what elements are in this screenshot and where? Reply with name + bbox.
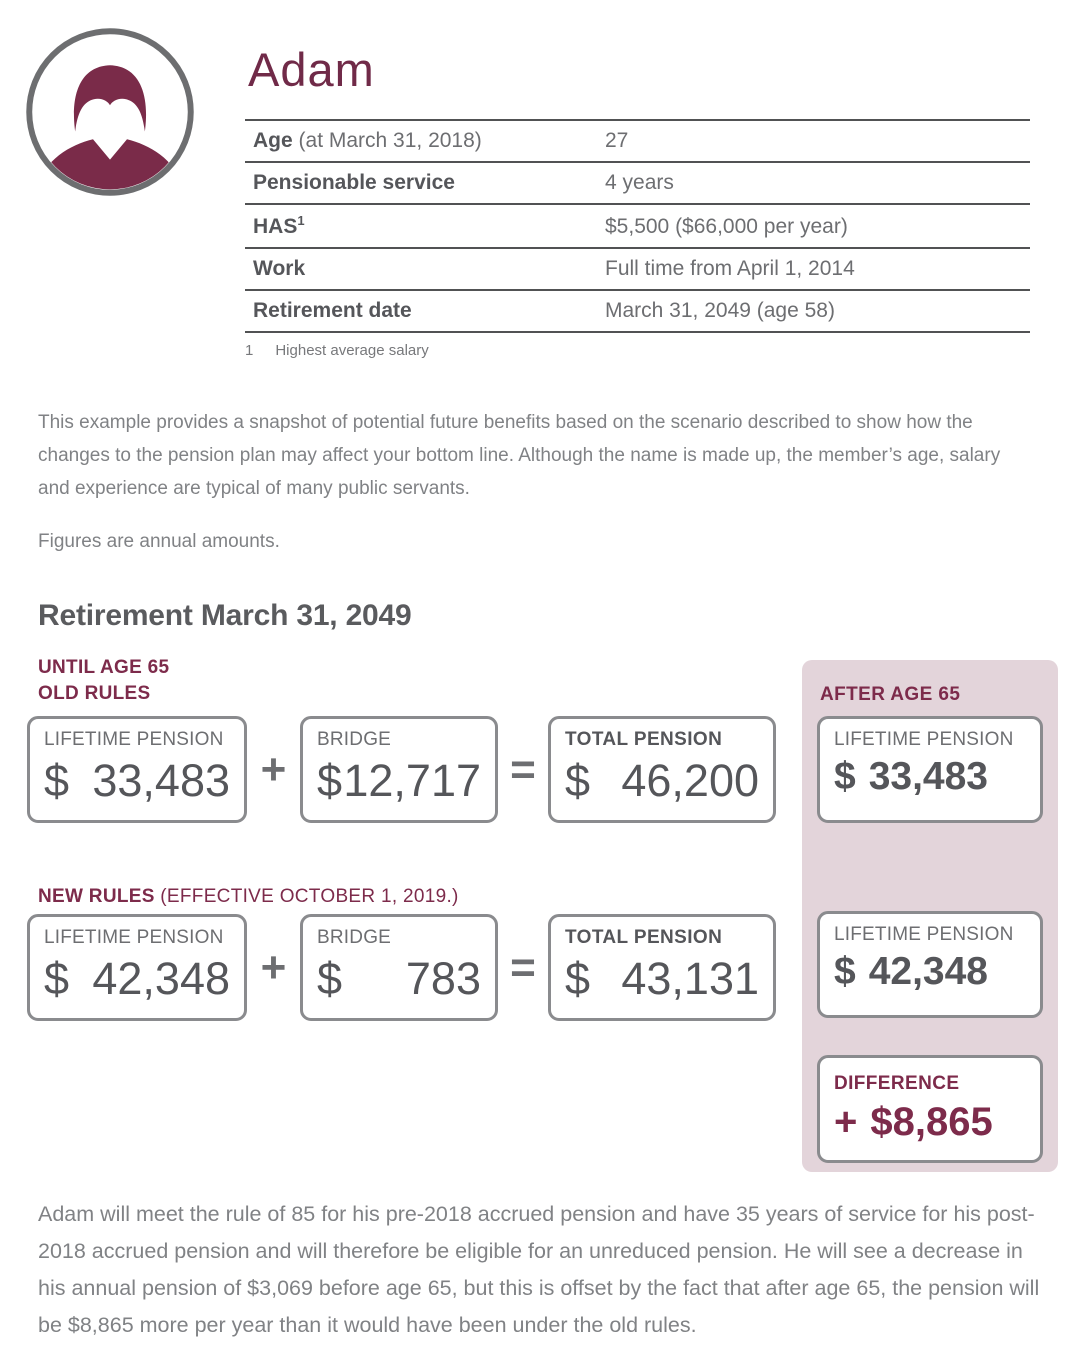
box-label: LIFETIME PENSION bbox=[44, 729, 224, 750]
box-value bbox=[317, 752, 481, 811]
currency-symbol: $ bbox=[834, 950, 856, 993]
plus-sign: + bbox=[260, 744, 287, 794]
until-age-65-label: UNTIL AGE 65 bbox=[38, 657, 170, 678]
box-value bbox=[44, 950, 230, 1009]
row-label: Work bbox=[253, 257, 306, 280]
member-summary bbox=[245, 0, 1083, 359]
currency-symbol: $ bbox=[565, 953, 591, 1004]
row-value: 4 years bbox=[605, 171, 674, 194]
row-value: $5,500 ($66,000 per year) bbox=[605, 215, 848, 238]
currency-symbol: $ bbox=[317, 755, 343, 806]
box-label: LIFETIME PENSION bbox=[834, 924, 1014, 945]
equals-sign: = bbox=[510, 744, 536, 794]
row-label: HAS$^1$ bbox=[253, 213, 305, 238]
amount: 783 bbox=[405, 953, 481, 1004]
new-rules-row bbox=[27, 914, 786, 1021]
old-bridge-box bbox=[300, 716, 498, 823]
currency-symbol: $ bbox=[834, 755, 856, 798]
conclusion-paragraph: Adam will meet the rule of 85 for his pre-2018 accrued pension and have 35 years of service for his post-2018 accrued pension and will therefore be eligible for an unreduced pension. He will see a decrease in his annual pension of $3,069 before age 65, but this is offset by the fact that after age 65, the pension will be $8,865 more per year than it would have been under the old rules. bbox=[38, 1202, 1040, 1337]
equals-sign: = bbox=[510, 942, 536, 992]
table-row bbox=[245, 247, 1030, 289]
member-name: Adam bbox=[248, 43, 375, 96]
amount: 33,483 bbox=[92, 755, 230, 806]
currency-symbol: $ bbox=[565, 755, 591, 806]
person-avatar-icon bbox=[25, 27, 195, 197]
member-header bbox=[0, 0, 1083, 368]
footnote-text: Highest average salary bbox=[275, 342, 429, 359]
table-row bbox=[245, 161, 1030, 203]
box-label: BRIDGE bbox=[317, 729, 392, 750]
old-rules-row bbox=[27, 716, 786, 823]
box-value bbox=[565, 950, 759, 1009]
currency-symbol: $ bbox=[317, 953, 343, 1004]
intro-paragraph: This example provides a snapshot of potential future benefits based on the scenario described to show how the changes to the pension plan may affect your bottom line. Although the name is made up, the member’s age, salary and experience are typical of many public servants. bbox=[38, 412, 1001, 499]
row-value: March 31, 2049 (age 58) bbox=[605, 299, 835, 322]
new-rules-label: NEW RULES bbox=[38, 886, 155, 907]
pension-calculation bbox=[27, 655, 1083, 1172]
footnote-marker: 1 bbox=[245, 342, 254, 359]
new-lifetime-pension-box bbox=[27, 914, 247, 1021]
difference-value bbox=[834, 1096, 1026, 1148]
row-label: Retirement date bbox=[253, 299, 412, 322]
intro-section bbox=[38, 406, 1023, 558]
new-rules-heading bbox=[38, 884, 786, 910]
new-total-pension-box bbox=[548, 914, 776, 1021]
box-label: BRIDGE bbox=[317, 927, 392, 948]
after-age-65-heading: AFTER AGE 65 bbox=[820, 684, 961, 705]
box-value bbox=[565, 752, 759, 811]
box-label: LIFETIME PENSION bbox=[44, 927, 224, 948]
row-label: Age (at March 31, 2018) bbox=[253, 129, 482, 152]
box-label: TOTAL PENSION bbox=[565, 729, 723, 750]
plus-sign: + bbox=[834, 1100, 858, 1144]
amount: 42,348 bbox=[92, 953, 230, 1004]
table-row bbox=[245, 119, 1030, 161]
box-label: LIFETIME PENSION bbox=[834, 729, 1014, 750]
footnote bbox=[245, 342, 1083, 359]
table-row bbox=[245, 289, 1030, 333]
after65-new-lifetime-box bbox=[817, 911, 1043, 1018]
after-age-65-panel bbox=[802, 660, 1058, 1172]
row-value: 27 bbox=[605, 129, 629, 152]
old-rules-heading bbox=[38, 655, 786, 707]
row-label: Pensionable service bbox=[253, 171, 455, 194]
amount: 33,483 bbox=[868, 755, 988, 798]
retirement-heading: Retirement March 31, 2049 bbox=[38, 599, 412, 632]
plus-sign: + bbox=[260, 942, 287, 992]
new-bridge-box bbox=[300, 914, 498, 1021]
currency-symbol: $ bbox=[44, 755, 70, 806]
annual-amounts-note: Figures are annual amounts. bbox=[38, 531, 280, 552]
box-label: TOTAL PENSION bbox=[565, 927, 723, 948]
amount: 12,717 bbox=[343, 755, 481, 806]
row-value: Full time from April 1, 2014 bbox=[605, 257, 855, 280]
new-rules-effective-date: (EFFECTIVE OCTOBER 1, 2019.) bbox=[154, 886, 459, 907]
old-total-pension-box bbox=[548, 716, 776, 823]
table-row bbox=[245, 203, 1030, 247]
box-value bbox=[317, 950, 481, 1009]
difference-box bbox=[817, 1055, 1043, 1163]
box-value bbox=[834, 752, 1026, 803]
old-rules-label: OLD RULES bbox=[38, 683, 151, 704]
amount: 42,348 bbox=[868, 950, 988, 993]
amount: 46,200 bbox=[621, 755, 759, 806]
member-profile-table bbox=[245, 119, 1030, 333]
after65-old-lifetime-box bbox=[817, 716, 1043, 823]
amount: 43,131 bbox=[621, 953, 759, 1004]
old-lifetime-pension-box bbox=[27, 716, 247, 823]
until-age-65-column bbox=[27, 655, 786, 1021]
difference-label: DIFFERENCE bbox=[834, 1073, 960, 1094]
conclusion-section bbox=[38, 1196, 1046, 1344]
box-value bbox=[834, 947, 1026, 998]
box-value bbox=[44, 752, 230, 811]
currency-symbol: $ bbox=[44, 953, 70, 1004]
amount: $8,865 bbox=[870, 1100, 993, 1144]
